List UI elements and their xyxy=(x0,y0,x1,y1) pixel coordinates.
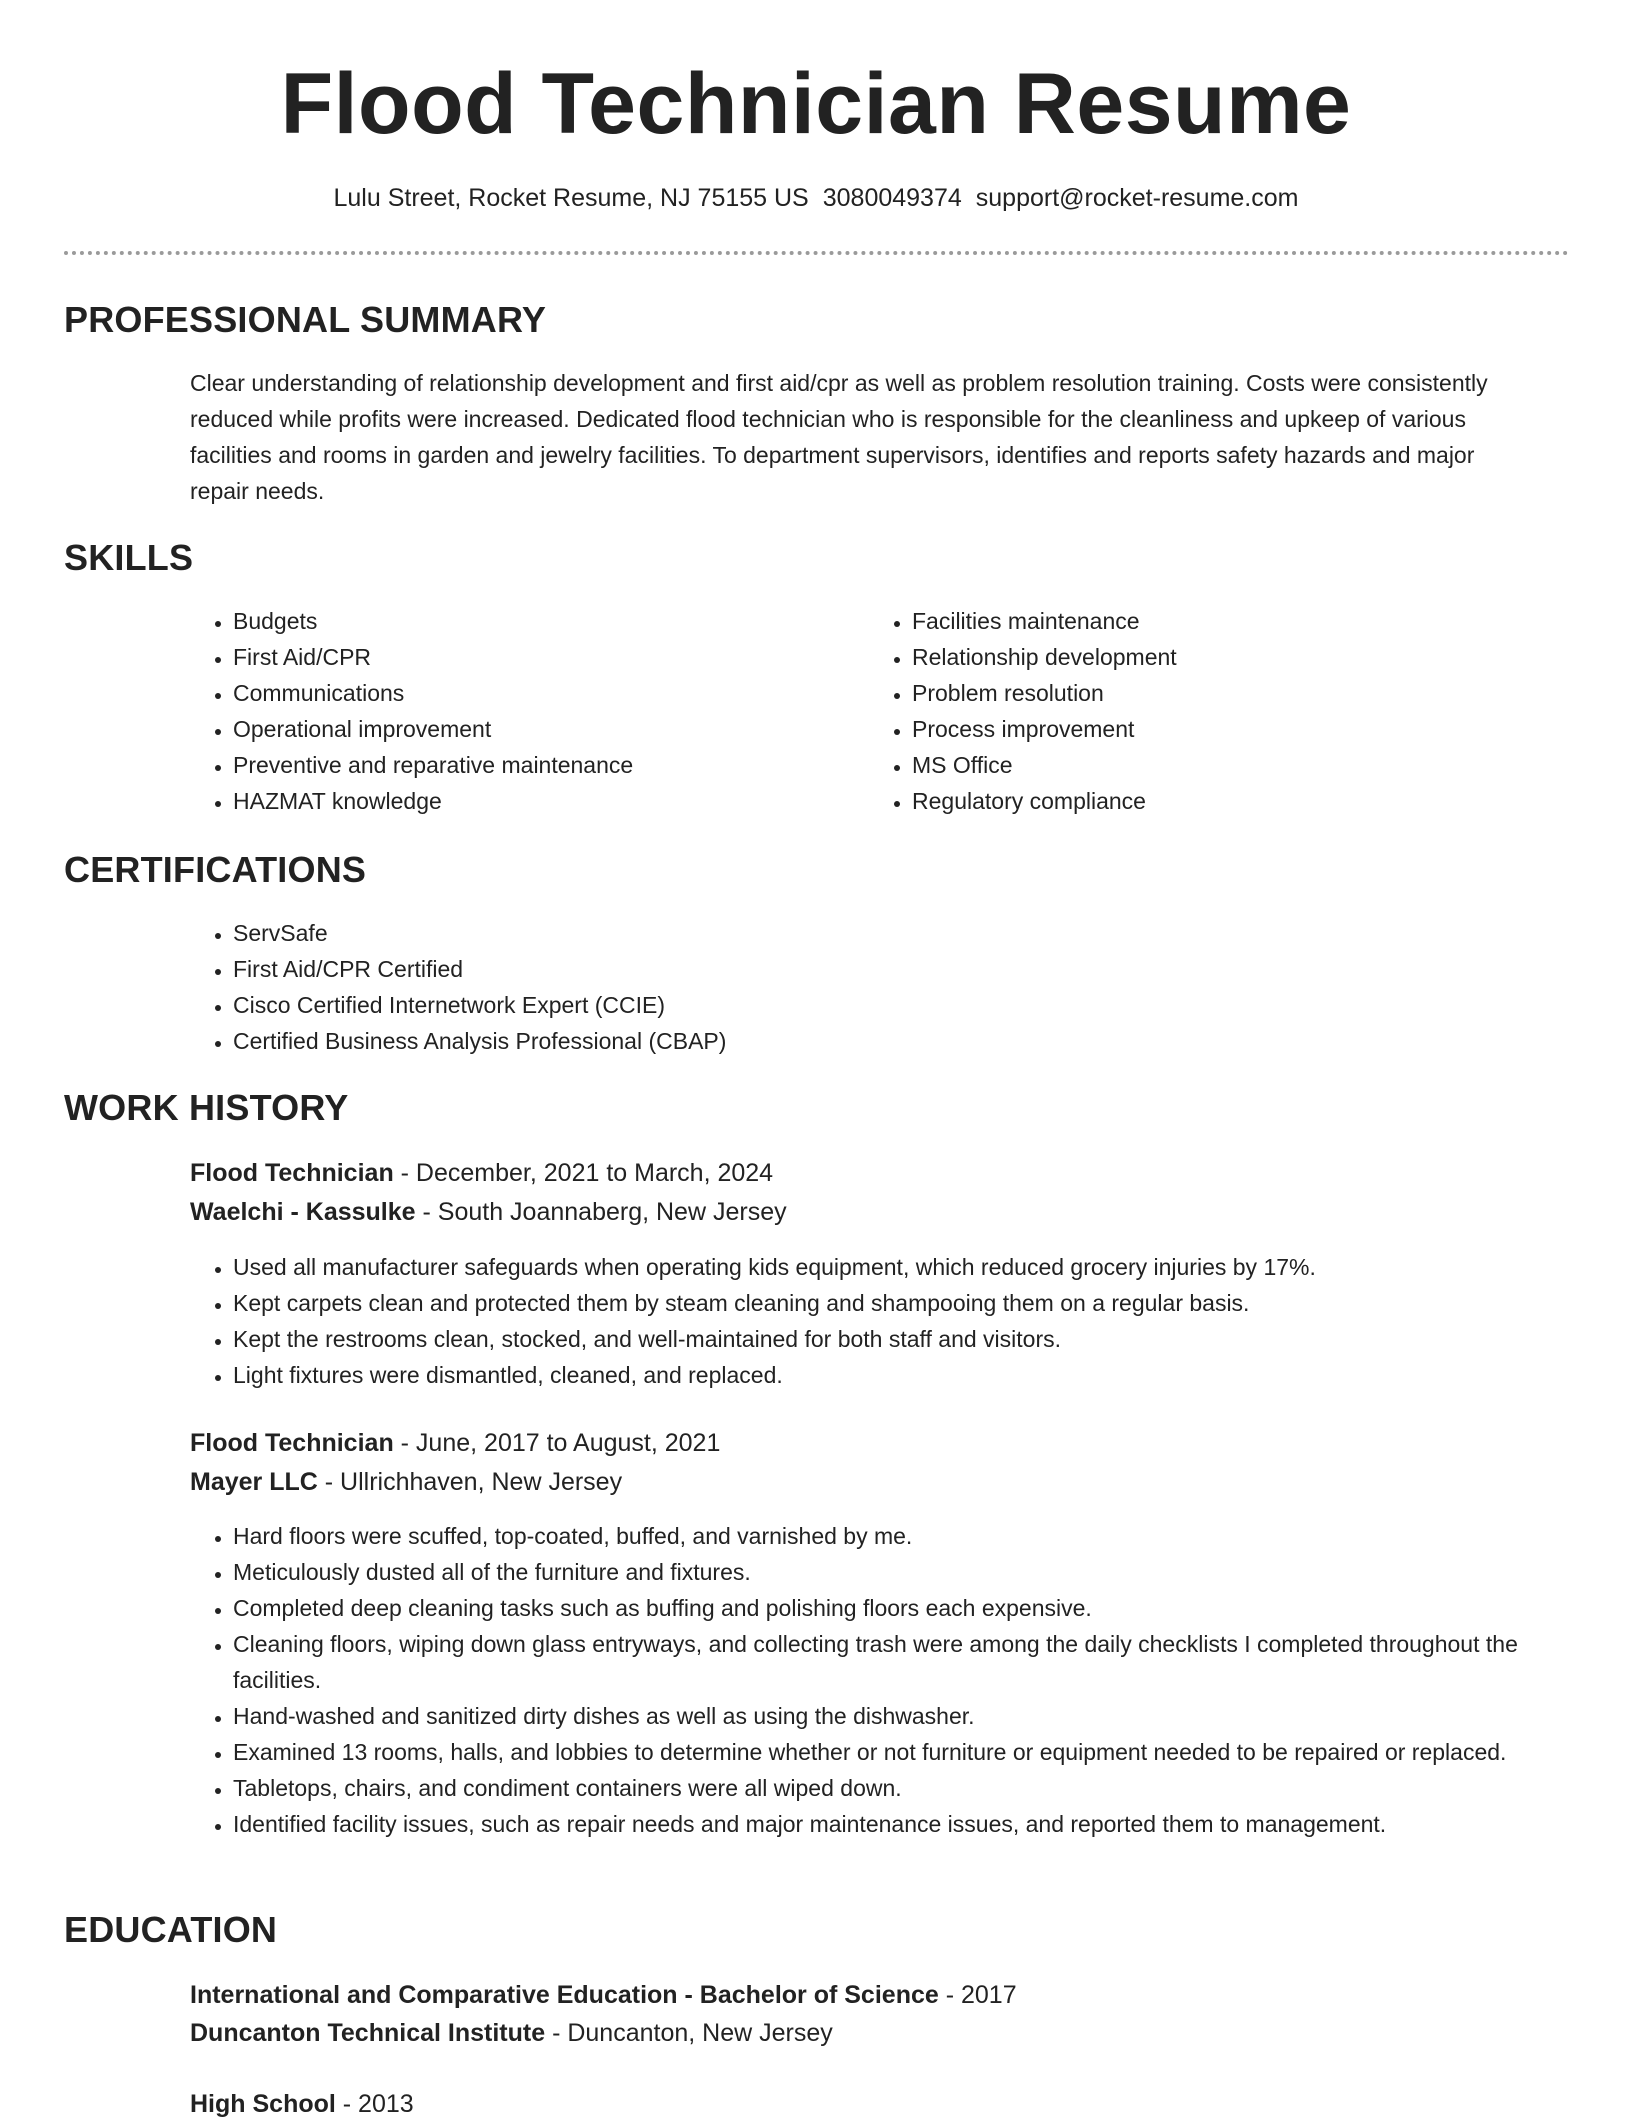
job-title-line xyxy=(190,1155,773,1191)
skills-list-right xyxy=(869,603,1512,819)
summary-text: Clear understanding of relationship development and first aid/cpr as well as problem resolution training. Costs were consistently reduced while profits were increased. Dedicated flood technician who is responsible for the cleanliness and upkeep of various facilities and rooms in garden and jewelry facilities. To department supervisors, identifies and reports safety hazards and major repair needs. xyxy=(190,370,1488,504)
skill-item: • Process improvement xyxy=(912,711,1512,747)
job-title-line xyxy=(190,1425,720,1461)
education-degree-line xyxy=(190,1977,1017,2013)
certification-item: • Cisco Certified Internetwork Expert (CCIE) xyxy=(233,987,1533,1023)
job-bullet: • Kept the restrooms clean, stocked, and well-maintained for both staff and visitors. xyxy=(233,1321,1593,1357)
education-school: Duncanton Technical Institute xyxy=(190,2019,546,2047)
header-divider xyxy=(64,251,1569,255)
skill-item: • Facilities maintenance xyxy=(912,603,1512,639)
job-bullet: • Cleaning floors, wiping down glass entryways, and collecting trash were among the daily checklists I completed throughout the facilities. xyxy=(233,1626,1573,1698)
job-bullet: • Tabletops, chairs, and condiment containers were all wiped down. xyxy=(233,1770,1573,1806)
job-company-line xyxy=(190,1464,622,1500)
education-heading: EDUCATION xyxy=(64,1909,278,1950)
job-bullet: • Used all manufacturer safeguards when operating kids equipment, which reduced grocery injuries by 17%. xyxy=(233,1249,1593,1285)
job-bullet: • Kept carpets clean and protected them by steam cleaning and shampooing them on a regular basis. xyxy=(233,1285,1593,1321)
skills-list-left xyxy=(190,603,833,819)
certifications-heading: CERTIFICATIONS xyxy=(64,849,367,890)
skill-item: • Problem resolution xyxy=(912,675,1512,711)
contact-phone: 3080049374 xyxy=(822,184,962,212)
certifications-list xyxy=(190,915,1533,1059)
job-location: - South Joannaberg, New Jersey xyxy=(415,1198,787,1226)
job-bullets xyxy=(190,1249,1593,1393)
education-degree: High School xyxy=(190,2090,336,2118)
contact-address: Lulu Street, Rocket Resume, NJ 75155 US xyxy=(333,184,809,212)
education-degree-line xyxy=(190,2086,414,2122)
resume-title: Flood Technician Resume xyxy=(280,56,1352,152)
job-company-line xyxy=(190,1194,787,1230)
job-company: Waelchi - Kassulke xyxy=(190,1198,416,1226)
skill-item: • Preventive and reparative maintenance xyxy=(233,747,833,783)
education-degree: International and Comparative Education - Bachelor of Science xyxy=(190,1981,939,2009)
summary-heading: PROFESSIONAL SUMMARY xyxy=(64,299,547,340)
job-bullet: • Meticulously dusted all of the furniture and fixtures. xyxy=(233,1554,1573,1590)
job-bullet: • Identified facility issues, such as repair needs and major maintenance issues, and reported them to management. xyxy=(233,1806,1573,1842)
skills-heading: SKILLS xyxy=(64,537,194,578)
work-history-heading: WORK HISTORY xyxy=(64,1087,349,1128)
education-school-line xyxy=(190,2015,833,2051)
certification-item: • ServSafe xyxy=(233,915,1533,951)
education-location: - Duncanton, New Jersey xyxy=(545,2019,833,2047)
skill-item: • Communications xyxy=(233,675,833,711)
contact-line xyxy=(0,182,1632,214)
job-bullet: • Completed deep cleaning tasks such as buffing and polishing floors each expensive. xyxy=(233,1590,1573,1626)
job-title: Flood Technician xyxy=(190,1429,394,1457)
skill-item: • MS Office xyxy=(912,747,1512,783)
job-bullet: • Hand-washed and sanitized dirty dishes as well as using the dishwasher. xyxy=(233,1698,1573,1734)
certification-item: • First Aid/CPR Certified xyxy=(233,951,1533,987)
skill-item: • Regulatory compliance xyxy=(912,783,1512,819)
job-bullet: • Light fixtures were dismantled, cleaned, and replaced. xyxy=(233,1357,1593,1393)
skill-item: • Operational improvement xyxy=(233,711,833,747)
certification-item: • Certified Business Analysis Professional (CBAP) xyxy=(233,1023,1533,1059)
skill-item: • First Aid/CPR xyxy=(233,639,833,675)
job-dates: - June, 2017 to August, 2021 xyxy=(393,1429,721,1457)
job-company: Mayer LLC xyxy=(190,1468,318,1496)
job-dates: - December, 2021 to March, 2024 xyxy=(393,1159,774,1187)
contact-email[interactable]: support@rocket-resume.com xyxy=(975,184,1299,212)
job-bullets xyxy=(190,1518,1573,1842)
job-bullet: • Hard floors were scuffed, top-coated, buffed, and varnished by me. xyxy=(233,1518,1573,1554)
education-year: - 2013 xyxy=(335,2090,414,2118)
job-bullet: • Examined 13 rooms, halls, and lobbies to determine whether or not furniture or equipment needed to be repaired or replaced. xyxy=(233,1734,1573,1770)
job-title: Flood Technician xyxy=(190,1159,394,1187)
skill-item: • Budgets xyxy=(233,603,833,639)
education-year: - 2017 xyxy=(938,1981,1017,2009)
skill-item: • HAZMAT knowledge xyxy=(233,783,833,819)
skill-item: • Relationship development xyxy=(912,639,1512,675)
job-location: - Ullrichhaven, New Jersey xyxy=(317,1468,623,1496)
